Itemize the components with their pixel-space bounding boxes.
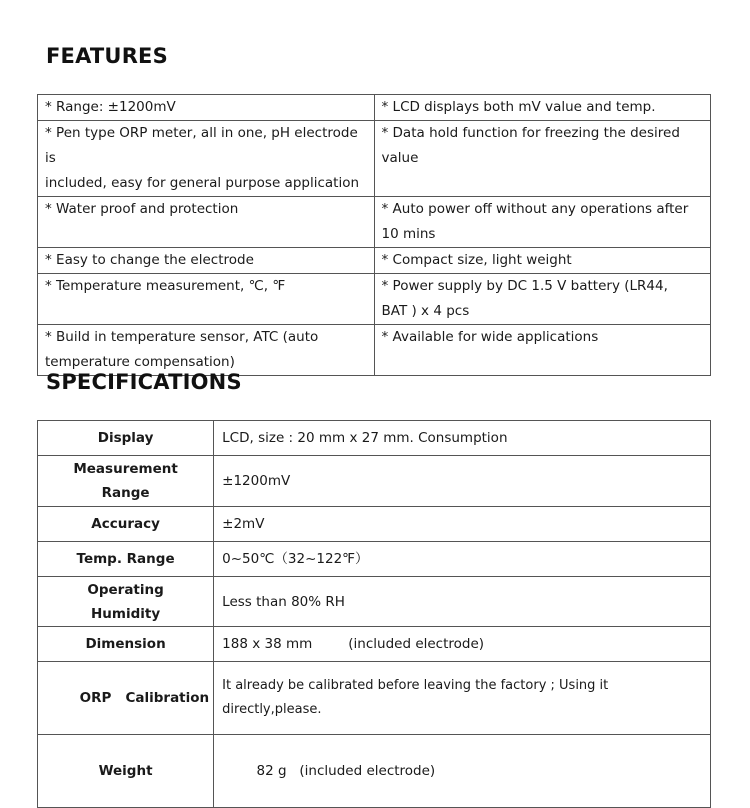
spec-label-text: Temp. Range bbox=[76, 551, 175, 567]
table-row bbox=[38, 248, 711, 274]
table-row bbox=[38, 325, 711, 376]
spec-label-text: Weight bbox=[98, 763, 153, 779]
feature-cell bbox=[38, 248, 375, 274]
table-row bbox=[38, 662, 711, 735]
spec-value bbox=[214, 421, 711, 456]
spec-label bbox=[38, 662, 214, 735]
feature-text: * Available for wide applications bbox=[381, 329, 599, 345]
feature-cell bbox=[374, 248, 711, 274]
spec-value-text: LCD, size : 20 mm x 27 mm. Consumption bbox=[222, 430, 508, 446]
spec-value-text: 0~50℃（32~122℉） bbox=[222, 551, 369, 567]
spec-label-text: Measurement bbox=[73, 461, 178, 477]
spec-label bbox=[38, 507, 214, 542]
spec-value bbox=[214, 627, 711, 662]
feature-text: * Range: ±1200mV bbox=[45, 99, 176, 115]
spec-value bbox=[214, 662, 711, 735]
spec-label bbox=[38, 577, 214, 627]
table-row bbox=[38, 735, 711, 808]
features-table bbox=[37, 94, 711, 376]
feature-text: BAT ) x 4 pcs bbox=[381, 303, 470, 319]
feature-cell bbox=[374, 325, 711, 376]
table-row bbox=[38, 421, 711, 456]
spec-value-text: ±1200mV bbox=[222, 473, 291, 489]
feature-text: * Pen type ORP meter, all in one, pH electrode is bbox=[45, 125, 358, 166]
spec-value-text: 188 x 38 mm bbox=[222, 636, 313, 652]
table-row bbox=[38, 274, 711, 325]
spec-value-text: (included electrode) bbox=[348, 636, 485, 652]
spec-value-text: ±2mV bbox=[222, 516, 265, 532]
spec-label bbox=[38, 542, 214, 577]
spec-value bbox=[214, 456, 711, 507]
spec-value-text: It already be calibrated before leaving the factory ; Using it directly,please. bbox=[222, 678, 609, 717]
feature-text: 10 mins bbox=[381, 226, 436, 242]
feature-cell bbox=[38, 121, 375, 197]
feature-cell bbox=[38, 95, 375, 121]
feature-text: value bbox=[381, 150, 419, 166]
feature-text: included, easy for general purpose application bbox=[45, 175, 360, 191]
spec-value bbox=[214, 542, 711, 577]
spec-label bbox=[38, 627, 214, 662]
spec-label-text: Accuracy bbox=[91, 516, 160, 532]
feature-cell bbox=[38, 197, 375, 248]
table-row bbox=[38, 577, 711, 627]
features-heading: FEATURES bbox=[46, 44, 168, 68]
feature-cell bbox=[38, 325, 375, 376]
table-row bbox=[38, 627, 711, 662]
spec-label bbox=[38, 456, 214, 507]
spec-label-text: Operating bbox=[87, 581, 164, 598]
feature-text: * Temperature measurement, ℃, ℉ bbox=[45, 278, 286, 294]
spec-value-text: Less than 80% RH bbox=[222, 593, 345, 610]
spec-value-text: 82 g (included electrode) bbox=[256, 763, 436, 779]
table-row bbox=[38, 197, 711, 248]
feature-text: * LCD displays both mV value and temp. bbox=[381, 99, 656, 115]
spec-value bbox=[214, 577, 711, 627]
spec-label bbox=[38, 735, 214, 808]
spec-label-text: Display bbox=[97, 430, 154, 446]
table-row bbox=[38, 507, 711, 542]
feature-text: * Easy to change the electrode bbox=[45, 252, 254, 268]
spec-value bbox=[214, 735, 711, 808]
spec-label-text: Range bbox=[101, 485, 150, 501]
spec-value bbox=[214, 507, 711, 542]
spec-label-text: Dimension bbox=[85, 636, 166, 652]
feature-text: * Water proof and protection bbox=[45, 201, 239, 217]
feature-text: * Data hold function for freezing the desired bbox=[381, 125, 680, 141]
table-row bbox=[38, 456, 711, 507]
feature-text: temperature compensation) bbox=[45, 354, 235, 370]
spec-label bbox=[38, 421, 214, 456]
table-row bbox=[38, 95, 711, 121]
feature-text: * Auto power off without any operations after bbox=[381, 201, 689, 217]
feature-cell bbox=[38, 274, 375, 325]
feature-text: * Power supply by DC 1.5 V battery (LR44, bbox=[381, 278, 668, 294]
feature-text: * Compact size, light weight bbox=[381, 252, 572, 268]
table-row bbox=[38, 542, 711, 577]
feature-cell bbox=[374, 274, 711, 325]
feature-cell bbox=[374, 95, 711, 121]
table-row bbox=[38, 121, 711, 197]
spec-label-text: ORP Calibration bbox=[79, 690, 210, 706]
feature-cell bbox=[374, 121, 711, 197]
spec-label-text: Humidity bbox=[91, 605, 161, 622]
feature-cell bbox=[374, 197, 711, 248]
feature-text: * Build in temperature sensor, ATC (auto bbox=[45, 329, 319, 345]
specifications-heading: SPECIFICATIONS bbox=[46, 370, 242, 394]
